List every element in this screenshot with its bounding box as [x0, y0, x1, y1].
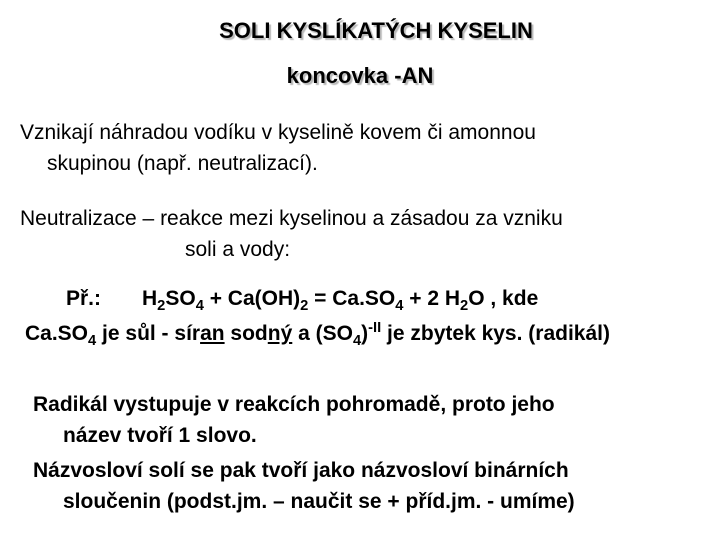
chemical-equation: $H_2SO_4 + Ca(OH)_2 = Ca.SO_4 + 2$ $H_2O$ , kde	[142, 287, 539, 315]
paragraph-2-line-2: soli a vody:	[185, 238, 291, 261]
paragraph-4-line-1: Názvosloví solí se pak tvoří jako názvosloví binárních	[33, 459, 569, 482]
paragraph-3-line-1: Radikál vystupuje v reakcích pohromadě, proto jeho	[33, 393, 555, 416]
slide-title: SOLI KYSLÍKATÝCH KYSELIN	[219, 18, 533, 43]
paragraph-1-line-2: skupinou (např. neutralizací).	[47, 152, 318, 175]
paragraph-2-line-1: Neutralizace – reakce mezi kyselinou a zásadou za vzniku	[20, 207, 563, 230]
paragraph-4-line-2: sloučenin (podst.jm. – naučit se + příd.jm. - umíme)	[63, 490, 575, 513]
paragraph-1-line-1: Vznikají náhradou vodíku v kyselině kovem či amonnou	[20, 121, 536, 144]
slide-subtitle: koncovka -AN	[286, 63, 434, 88]
salt-explanation: $Ca.SO_4$ je sůl - síran sodný a $(SO_4)^{-II}$ je zbytek kys. (radikál)	[25, 320, 610, 350]
example-label: Př.:	[66, 287, 102, 310]
paragraph-3-line-2: název tvoří 1 slovo.	[63, 424, 257, 447]
